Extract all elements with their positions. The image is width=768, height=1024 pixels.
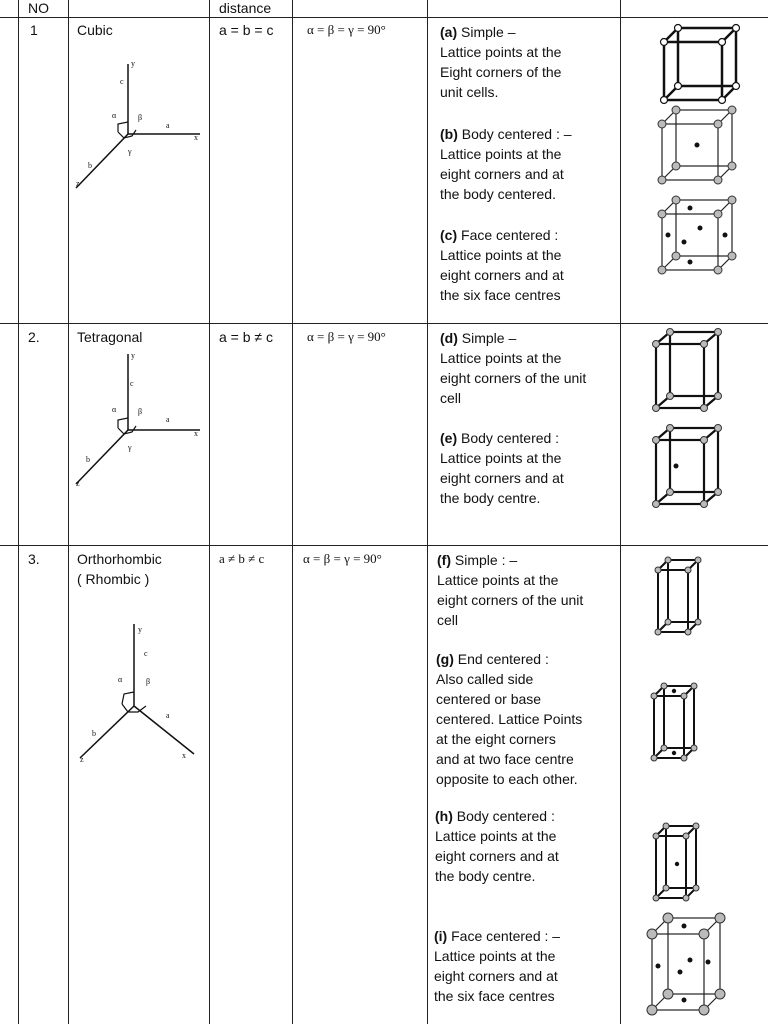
svg-text:α: α [112, 111, 117, 120]
edge-relation: a = b = c [219, 22, 274, 38]
crystal-system-alt-name: ( Rhombic ) [77, 571, 150, 587]
lattice-description: (f) Simple : – Lattice points at the eight corners of the unit cell [437, 552, 584, 628]
face-centered-orthorhombic-cell [644, 912, 734, 1016]
svg-text:α: α [118, 675, 123, 684]
lattice-description: (d) Simple – Lattice points at the eight corners of the unit cell [440, 330, 587, 406]
svg-text:x: x [194, 133, 198, 142]
lattice-description: (g) End centered : Also called side centered or base centered. Lattice Points at the eight corners and at two face centre opposite to each other. [436, 651, 583, 787]
svg-text:c: c [130, 379, 134, 388]
body-centered-cubic-cell [656, 106, 746, 186]
column-divider [427, 0, 428, 1024]
svg-text:b: b [92, 729, 96, 738]
svg-text:a: a [166, 711, 170, 720]
svg-text:z: z [80, 755, 84, 764]
column-divider [620, 0, 621, 1024]
lattice-description: (e) Body centered : Lattice points at the eight corners and at the body centre. [440, 430, 564, 506]
angle-relation: α = β = γ = 90° [307, 22, 386, 37]
column-divider [292, 0, 293, 1024]
crystal-system-name: Tetragonal [77, 329, 143, 345]
row-number: 2. [28, 329, 40, 345]
body-centered-tetragonal-cell [650, 424, 730, 514]
body-centered-orthorhombic-cell [650, 822, 710, 904]
axes-diagram [76, 620, 206, 770]
table-border-left [18, 0, 19, 1024]
row-number: 1 [30, 22, 38, 38]
simple-tetragonal-cell [650, 328, 730, 418]
svg-text:z: z [76, 479, 80, 488]
axes-diagram [70, 56, 210, 196]
end-centered-orthorhombic-cell [648, 682, 708, 764]
svg-text:x: x [182, 751, 186, 760]
svg-text:α: α [112, 405, 117, 414]
simple-cubic-cell [656, 24, 746, 104]
svg-text:b: b [86, 455, 90, 464]
lattice-description: (i) Face centered : – Lattice points at the eight corners and at the six face centres [434, 928, 561, 1004]
svg-text:y: y [131, 59, 135, 68]
svg-text:c: c [144, 649, 148, 658]
crystal-system-name: Cubic [77, 22, 113, 38]
row-divider [0, 545, 768, 546]
angle-relation: α = β = γ = 90° [303, 551, 382, 566]
column-divider [68, 0, 69, 1024]
svg-text:x: x [194, 429, 198, 438]
svg-text:y: y [131, 351, 135, 360]
angle-relation: α = β = γ = 90° [307, 329, 386, 344]
row-divider [0, 17, 768, 18]
lattice-description: (b) Body centered : – Lattice points at the eight corners and at the body centered. [440, 126, 572, 202]
svg-text:β: β [146, 677, 151, 686]
svg-text:a: a [166, 415, 170, 424]
header-distance: distance [219, 0, 272, 16]
svg-text:a: a [166, 121, 170, 130]
lattice-description: (h) Body centered : Lattice points at the eight corners and at the body centre. [435, 808, 559, 884]
axes-diagram [70, 352, 210, 492]
edge-relation: a ≠ b ≠ c [219, 551, 265, 566]
face-centered-cubic-cell [656, 196, 746, 276]
svg-text:b: b [88, 161, 92, 170]
svg-text:β: β [138, 113, 143, 122]
svg-text:γ: γ [128, 147, 132, 156]
header-no: NO [28, 0, 49, 16]
row-number: 3. [28, 551, 40, 567]
svg-text:c: c [120, 77, 124, 86]
simple-orthorhombic-cell [652, 556, 712, 638]
crystal-system-name: Orthorhombic [77, 551, 162, 567]
lattice-description: (c) Face centered : Lattice points at the eight corners and at the six face centres [440, 227, 564, 303]
row-divider [0, 323, 768, 324]
svg-text:β: β [138, 407, 143, 416]
svg-text:γ: γ [128, 443, 132, 452]
lattice-description: (a) Simple – Lattice points at the Eight corners of the unit cells. [440, 24, 562, 100]
edge-relation: a = b ≠ c [219, 329, 273, 345]
svg-text:y: y [138, 625, 142, 634]
svg-text:z: z [76, 179, 80, 188]
